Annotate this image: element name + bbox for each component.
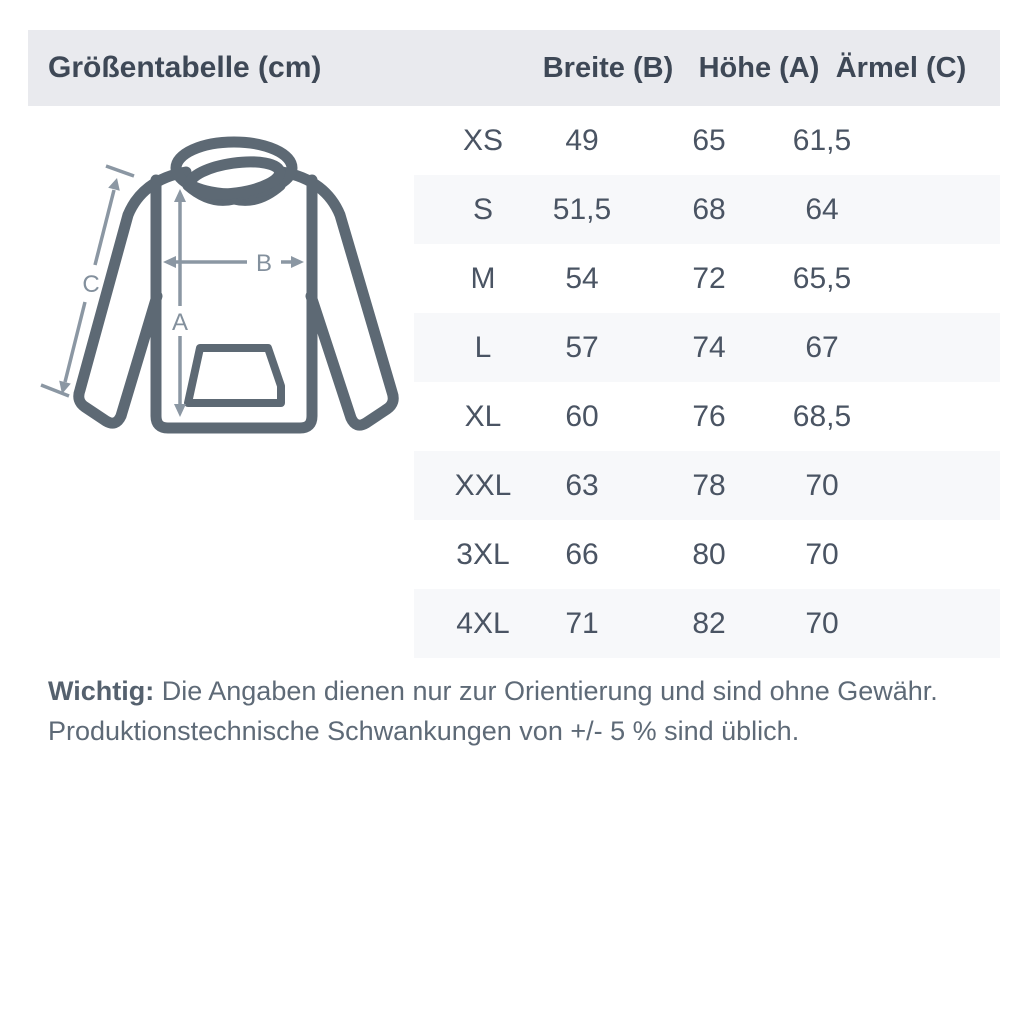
hoodie-outline-icon — [79, 142, 393, 428]
disclaimer-line-1-text: Die Angaben dienen nur zur Orientierung und sind ohne Gewähr. — [154, 676, 938, 706]
size-chart-title: Größentabelle (cm) — [48, 51, 322, 84]
breite-value: 63 — [565, 469, 599, 502]
hoehe-value: 80 — [692, 538, 726, 571]
hoodie-pocket — [188, 348, 281, 403]
hoehe-value: 82 — [692, 607, 726, 640]
dimension-arrow-a-icon — [171, 189, 189, 417]
table-header-band — [28, 30, 1000, 106]
aermel-value: 64 — [805, 193, 839, 226]
disclaimer-line-2: Produktionstechnische Schwankungen von +/- 5 % sind üblich. — [48, 716, 800, 746]
size-label: 4XL — [456, 607, 510, 640]
hoehe-value: 68 — [692, 193, 726, 226]
row-l — [414, 313, 1000, 382]
label-c: C — [82, 271, 100, 298]
aermel-value: 68,5 — [792, 400, 852, 433]
aermel-value: 61,5 — [792, 124, 852, 157]
column-header-hoehe: Höhe (A) — [698, 52, 820, 84]
row-4xl — [414, 589, 1000, 658]
disclaimer-note — [48, 671, 988, 751]
size-label: M — [470, 262, 496, 295]
breite-value: 49 — [565, 124, 599, 157]
hoehe-value: 74 — [692, 331, 726, 364]
row-xl — [414, 382, 1000, 451]
size-label: XXL — [454, 469, 512, 502]
row-3xl — [414, 520, 1000, 589]
hoehe-value: 78 — [692, 469, 726, 502]
breite-value: 60 — [565, 400, 599, 433]
hoehe-value: 65 — [692, 124, 726, 157]
row-s — [414, 175, 1000, 244]
breite-value: 54 — [565, 262, 599, 295]
row-xxl — [414, 451, 1000, 520]
aermel-value: 70 — [805, 538, 839, 571]
label-a: A — [171, 309, 189, 336]
size-label: XL — [464, 400, 502, 433]
disclaimer-bold-prefix: Wichtig: — [48, 676, 155, 706]
aermel-value: 65,5 — [792, 262, 852, 295]
dimension-arrow-b-icon — [163, 256, 304, 268]
aermel-value: 70 — [805, 607, 839, 640]
row-xs — [414, 106, 1000, 175]
hoehe-value: 76 — [692, 400, 726, 433]
aermel-value: 67 — [805, 331, 839, 364]
breite-value: 57 — [565, 331, 599, 364]
hoehe-value: 72 — [692, 262, 726, 295]
hoodie-measurement-diagram — [40, 120, 420, 460]
size-label: S — [472, 193, 493, 226]
size-label: XS — [462, 124, 504, 157]
column-header-aermel: Ärmel (C) — [835, 52, 967, 84]
hoodie-right-sleeve — [282, 172, 393, 425]
size-table — [414, 106, 1000, 658]
row-m — [414, 244, 1000, 313]
breite-value: 66 — [565, 538, 599, 571]
size-label: 3XL — [456, 538, 510, 571]
breite-value: 51,5 — [552, 193, 612, 226]
label-b: B — [255, 250, 273, 277]
size-label: L — [474, 331, 492, 364]
breite-value: 71 — [565, 607, 599, 640]
column-header-breite: Breite (B) — [542, 52, 674, 84]
aermel-value: 70 — [805, 469, 839, 502]
disclaimer-line-1 — [48, 671, 988, 711]
